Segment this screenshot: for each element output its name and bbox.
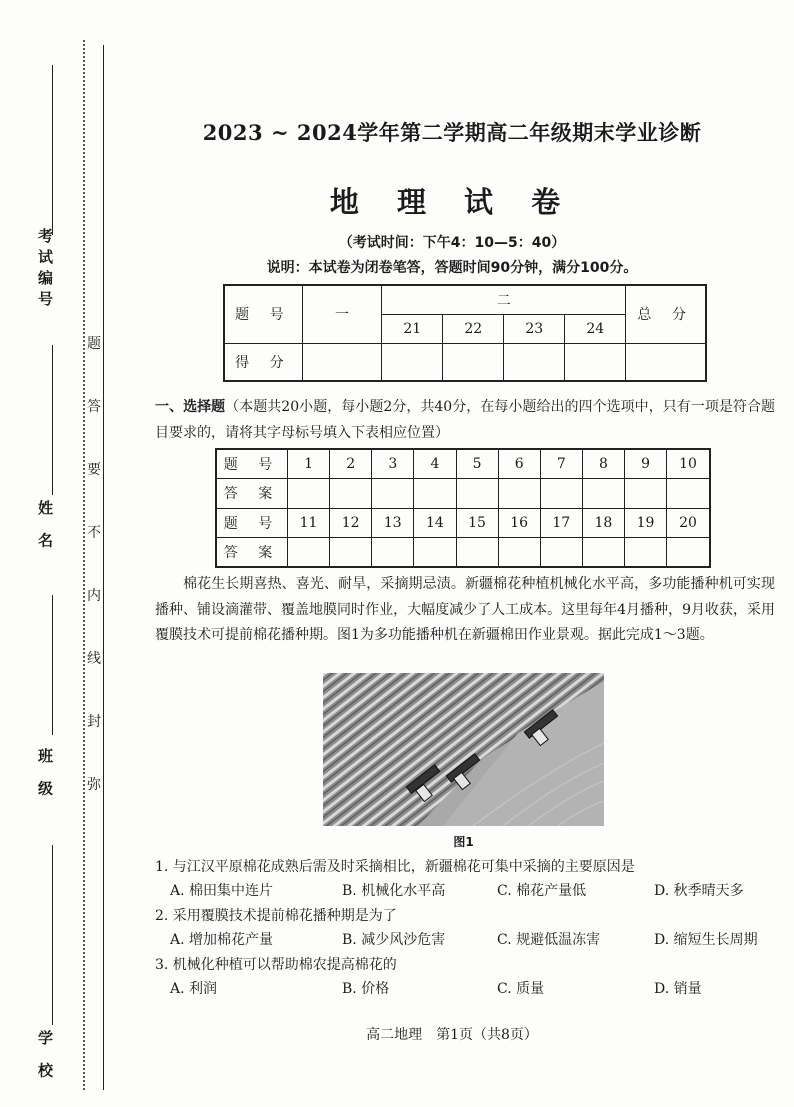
seal-char: 内 <box>87 588 101 604</box>
question-number: 16 <box>498 508 540 537</box>
answer-cell[interactable] <box>498 537 540 567</box>
answer-cell[interactable] <box>330 478 372 508</box>
option[interactable]: C. 质量 <box>497 981 545 997</box>
part-two-item: 23 <box>504 314 565 343</box>
question-number: 20 <box>667 508 710 537</box>
answer-cell[interactable] <box>498 478 540 508</box>
answer-cell[interactable] <box>372 537 414 567</box>
answer-cell[interactable] <box>330 537 372 567</box>
question-number: 12 <box>330 508 372 537</box>
score-cell[interactable] <box>443 343 504 381</box>
name-label: 姓 名 <box>36 500 54 554</box>
score-cell[interactable] <box>565 343 626 381</box>
option[interactable]: D. 缩短生长周期 <box>654 932 758 948</box>
question-stem: 1. 与江汉平原棉花成熟后需及时采摘相比，新疆棉花可集中采摘的主要原因是 <box>155 859 635 875</box>
question-number: 3 <box>372 449 414 478</box>
exam-note: 说明：本试卷为闭卷笔答，答题时间90分钟，满分100分。 <box>266 260 638 276</box>
question-number: 15 <box>456 508 498 537</box>
school-label: 学 校 <box>36 1030 54 1084</box>
answer-cell[interactable] <box>667 537 710 567</box>
answer-cell[interactable] <box>288 537 330 567</box>
part-two-header: 二 <box>382 285 626 314</box>
reading-passage: 棉花生长期喜热、喜光、耐旱，采摘期忌渍。新疆棉花种植机械化水平高，多功能播种机可实现播种、铺设滴灌带、覆盖地膜同时作业，大幅度减少了人工成本。这里每年4月播种，9月收获，采用覆膜技术可提前棉花播种期。图1为多功能播种机在新疆棉田作业景观。据此完成1～3题。 <box>155 576 775 643</box>
question-stem: 2. 采用覆膜技术提前棉花播种期是为了 <box>155 908 397 924</box>
part-two-item: 24 <box>565 314 626 343</box>
option[interactable]: D. 秋季晴天多 <box>654 883 744 899</box>
answer-cell[interactable] <box>625 478 667 508</box>
answer-num-label: 题 号 <box>216 508 288 537</box>
question-number: 19 <box>625 508 667 537</box>
name-line <box>52 345 53 495</box>
answer-cell[interactable] <box>372 478 414 508</box>
question-number: 17 <box>540 508 582 537</box>
question-number: 1 <box>288 449 330 478</box>
seal-char: 线 <box>87 651 101 667</box>
score-cell[interactable] <box>626 343 706 381</box>
answer-cell[interactable] <box>540 537 582 567</box>
answer-cell[interactable] <box>414 478 456 508</box>
question-number: 4 <box>414 449 456 478</box>
section-one-text: （本题共20小题，每小题2分，共40分，在每小题给出的四个选项中，只有一项是符合题目要求的，请将其字母标号填入下表相应位置） <box>155 399 775 441</box>
answer-cell[interactable] <box>582 478 624 508</box>
seal-char: 不 <box>87 525 101 541</box>
question-number: 5 <box>456 449 498 478</box>
seal-char: 题 <box>87 336 101 352</box>
option[interactable]: B. 减少风沙危害 <box>342 932 446 948</box>
answer-cell[interactable] <box>582 537 624 567</box>
exam-no-line <box>52 65 53 235</box>
option[interactable]: B. 价格 <box>342 981 390 997</box>
question-number: 8 <box>582 449 624 478</box>
question-number: 14 <box>414 508 456 537</box>
part-two-item: 22 <box>443 314 504 343</box>
option[interactable]: A. 棉田集中连片 <box>170 883 274 899</box>
answer-num-label: 题 号 <box>216 449 288 478</box>
answer-cell[interactable] <box>456 478 498 508</box>
seal-char: 弥 <box>87 777 101 793</box>
answer-cell[interactable] <box>288 478 330 508</box>
part-one-header: 一 <box>302 285 382 343</box>
section-one-instructions <box>155 395 775 446</box>
question-number: 11 <box>288 508 330 537</box>
class-line <box>52 595 53 735</box>
section-one-heading: 一、选择题 <box>155 399 226 415</box>
figure-cotton-field-photo <box>323 673 604 826</box>
score-row-label: 得 分 <box>224 343 302 381</box>
answer-cell[interactable] <box>414 537 456 567</box>
answer-cell[interactable] <box>456 537 498 567</box>
option[interactable]: C. 规避低温冻害 <box>497 932 601 948</box>
school-line <box>52 845 53 1025</box>
option[interactable]: D. 销量 <box>654 981 702 997</box>
seal-dotted-line <box>83 40 85 1090</box>
question-number: 6 <box>498 449 540 478</box>
answer-table <box>215 448 711 568</box>
score-table <box>223 284 707 382</box>
exam-title: 2023 ~ 2024学年第二学期高二年级期末学业诊断 <box>202 120 702 145</box>
question-number: 7 <box>540 449 582 478</box>
part-two-item: 21 <box>382 314 443 343</box>
question-stem: 3. 机械化种植可以帮助棉农提高棉花的 <box>155 957 397 973</box>
exam-time: （考试时间：下午4：10—5：40） <box>338 235 566 251</box>
score-cell[interactable] <box>302 343 382 381</box>
question-number: 18 <box>582 508 624 537</box>
seal-char: 封 <box>87 714 101 730</box>
option[interactable]: B. 机械化水平高 <box>342 883 446 899</box>
option[interactable]: A. 增加棉花产量 <box>170 932 274 948</box>
class-label: 班 级 <box>36 748 54 802</box>
score-cell[interactable] <box>382 343 443 381</box>
score-cell[interactable] <box>504 343 565 381</box>
answer-cell[interactable] <box>625 537 667 567</box>
option[interactable]: C. 棉花产量低 <box>497 883 587 899</box>
score-row-label: 题 号 <box>224 285 302 343</box>
question-number: 2 <box>330 449 372 478</box>
seal-char: 答 <box>87 399 101 415</box>
question-number: 9 <box>625 449 667 478</box>
answer-cell[interactable] <box>540 478 582 508</box>
question-number: 13 <box>372 508 414 537</box>
total-header: 总 分 <box>626 285 706 343</box>
seal-char: 要 <box>87 462 101 478</box>
exam-no-label: 考试编号 <box>36 228 54 312</box>
answer-label: 答 案 <box>216 478 288 508</box>
figure-caption: 图1 <box>453 835 474 849</box>
answer-cell[interactable] <box>667 478 710 508</box>
question-number: 10 <box>667 449 710 478</box>
answer-label: 答 案 <box>216 537 288 567</box>
page-footer: 高二地理 第1页（共8页） <box>366 1027 538 1043</box>
option[interactable]: A. 利润 <box>170 981 218 997</box>
margin-rule <box>103 45 104 1090</box>
subject-title: 地 理 试 卷 <box>329 185 575 219</box>
